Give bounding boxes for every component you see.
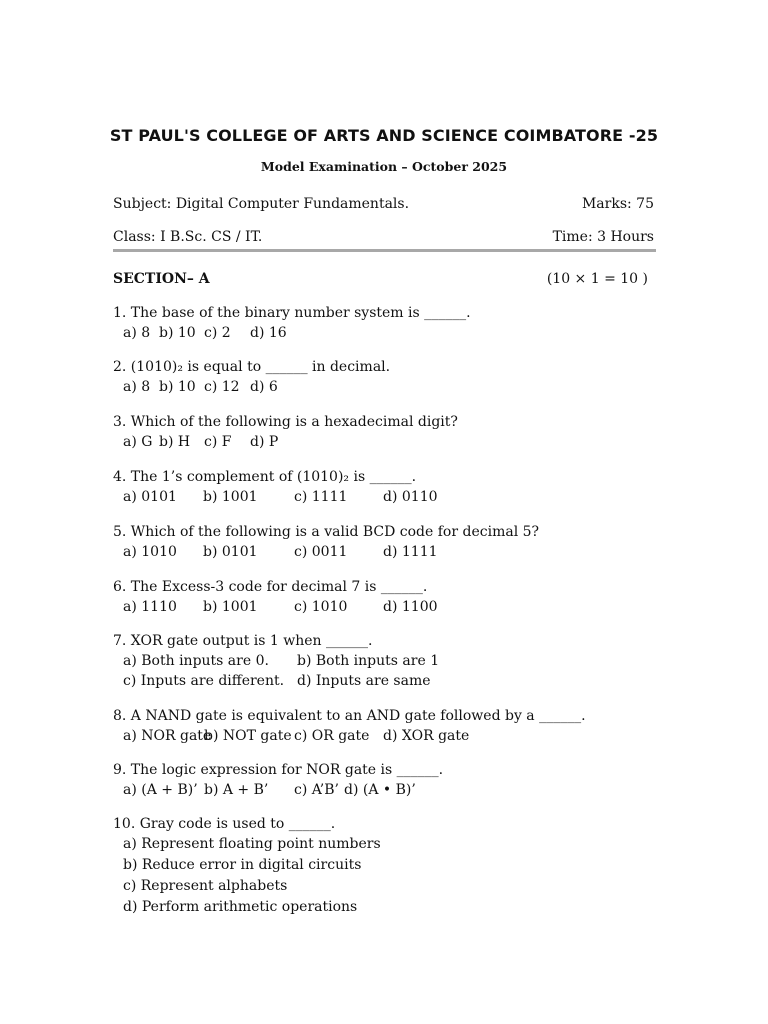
question-5: [113, 522, 673, 562]
subject-row: [113, 196, 654, 212]
subject-label: Subject: Digital Computer Fundamentals.: [113, 196, 410, 212]
option-c: c) 1010: [294, 599, 348, 615]
option-a: a) (A + B)’: [123, 782, 198, 798]
option-a: a) 1110: [123, 599, 177, 615]
option-c: c) 12: [204, 379, 240, 395]
option-a: a) 8: [123, 325, 151, 341]
option-c: c) 2: [204, 325, 231, 341]
option-c: c) Inputs are different.: [123, 673, 285, 689]
option-c: c) OR gate: [294, 728, 370, 744]
option-c: c) 1111: [294, 489, 348, 505]
section-row: [113, 271, 648, 287]
option-d: d) Inputs are same: [297, 673, 431, 689]
header-divider: [113, 249, 656, 252]
question-text: 6. The Excess-3 code for decimal 7 is ______.: [113, 579, 428, 595]
option-a: a) 1010: [123, 544, 177, 560]
section-marks: (10 × 1 = 10 ): [546, 271, 648, 287]
question-3: [113, 412, 673, 452]
option-b: b) 0101: [203, 544, 258, 560]
question-8: [113, 706, 673, 746]
option-d: d) Perform arithmetic operations: [123, 899, 358, 915]
option-a: a) 0101: [123, 489, 177, 505]
question-7: [113, 631, 673, 691]
class-row: [113, 229, 654, 245]
option-d: d) 6: [250, 379, 278, 395]
option-d: d) 1100: [383, 599, 438, 615]
option-b: b) 10: [159, 325, 196, 341]
question-text: 5. Which of the following is a valid BCD code for decimal 5?: [113, 524, 540, 540]
option-c: c) F: [204, 434, 232, 450]
time-label: Time: 3 Hours: [552, 229, 654, 245]
option-d: d) XOR gate: [383, 728, 470, 744]
option-b: b) 1001: [203, 599, 258, 615]
option-a: a) Both inputs are 0.: [123, 653, 269, 669]
option-b: b) Both inputs are 1: [297, 653, 440, 669]
question-2: [113, 357, 673, 397]
option-b: b) 10: [159, 379, 196, 395]
option-c: c) 0011: [294, 544, 348, 560]
question-text: 3. Which of the following is a hexadecimal digit?: [113, 414, 458, 430]
question-text: 1. The base of the binary number system is ______.: [113, 305, 471, 321]
option-a: a) 8: [123, 379, 151, 395]
question-9: [113, 760, 673, 800]
question-4: [113, 467, 673, 507]
question-text: 4. The 1’s complement of (1010)₂ is ______.: [113, 469, 417, 485]
question-1: [113, 303, 673, 343]
option-b: b) 1001: [203, 489, 258, 505]
question-text: 9. The logic expression for NOR gate is ______.: [113, 762, 444, 778]
option-d: d) P: [250, 434, 279, 450]
option-b: b) H: [159, 434, 191, 450]
option-c: c) Represent alphabets: [123, 878, 288, 894]
option-b: b) A + B’: [204, 782, 269, 798]
option-a: a) Represent floating point numbers: [123, 836, 381, 852]
option-d: d) 1111: [383, 544, 438, 560]
question-10: [113, 814, 673, 917]
option-d: d) 16: [250, 325, 287, 341]
option-b: b) NOT gate: [204, 728, 292, 744]
marks-label: Marks: 75: [581, 196, 654, 212]
section-title: SECTION– A: [113, 271, 210, 287]
exam-title: Model Examination – October 2025: [260, 159, 508, 174]
question-list: [113, 303, 673, 917]
option-a: a) G: [123, 434, 153, 450]
class-label: Class: I B.Sc. CS / IT.: [113, 229, 263, 245]
question-6: [113, 577, 673, 617]
option-c: c) A’B’: [294, 782, 339, 798]
question-text: 8. A NAND gate is equivalent to an AND gate followed by a ______.: [113, 708, 586, 724]
college-name: ST PAUL'S COLLEGE OF ARTS AND SCIENCE COIMBATORE -25: [109, 126, 659, 145]
option-b: b) Reduce error in digital circuits: [123, 857, 362, 873]
question-text: 7. XOR gate output is 1 when ______.: [113, 633, 373, 649]
question-text: 10. Gray code is used to ______.: [113, 816, 336, 832]
option-d: d) 0110: [383, 489, 438, 505]
option-d: d) (A • B)’: [344, 782, 416, 798]
question-text: 2. (1010)₂ is equal to ______ in decimal.: [113, 359, 391, 375]
option-a: a) NOR gate: [123, 728, 212, 744]
